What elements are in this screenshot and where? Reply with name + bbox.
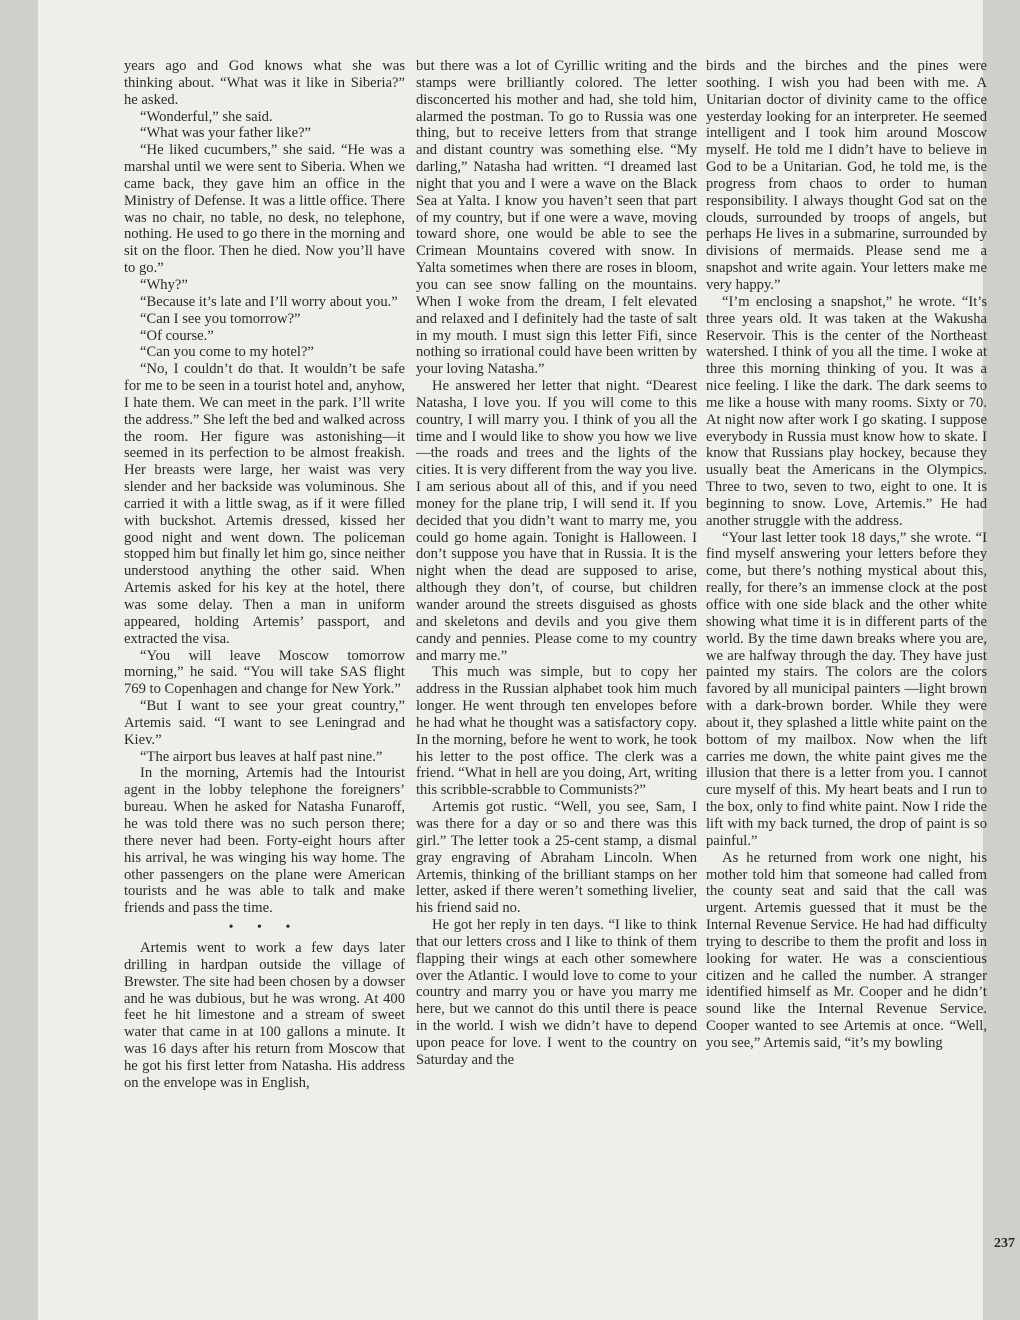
paragraph: He answered her letter that night. “Dearest Natasha, I love you. If you will come to this country, I will marry you. I think of you all the time and I would like to show you how we live—the roads and trees and the lights of the cities. It is very different from the way you live. I am serious about all of this, and if you need money for the plane trip, I will send it. If you decided that you didn’t want to marry me, you could go home again. Tonight is Halloween. I don’t suppose you have that in Russia. It is the night when the dead are supposed to arise, although they don’t, of course, but children wander around the streets disguised as ghosts and skeletons and devils and you give them candy and pennies. Please come to my country and marry me.” — [416, 378, 697, 664]
paragraph: “The airport bus leaves at half past nine.” — [140, 748, 383, 765]
paragraph: but there was a lot of Cyrillic writing and the stamps were brilliantly colored. The letter disconcerted his mother and had, she told him, alarmed the postman. To go to Russia was one thing, but to receive letters from that strange and distant country was something else. “My darling,” Natasha had written. “I dreamed last night that you and I were a wave on the Black Sea at Yalta. I know you haven’t seen that part of my country, but if one were a wave, moving toward shore, one would be able to see the Crimean Mountains covered with snow. In Yalta sometimes when there are roses in bloom, you can see snow falling on the mountains. When I woke from the dream, I felt elevated and relaxed and I definitely had the taste of salt in my mouth. I must sign this letter Fifi, since nothing so irrational could have been written by your loving Natasha.” — [416, 58, 697, 378]
paragraph: He got her reply in ten days. “I like to think that our letters cross and I like to think of them flapping their wings at each other somewhere over the Atlantic. I would love to come to your country and marry you or have you marry me here, but we cannot do this until there is peace in the world. I wish we didn’t have to depend upon peace for love. I went to the country on Saturday and the — [416, 917, 697, 1068]
paragraph: “No, I couldn’t do that. It wouldn’t be safe for me to be seen in a tourist hotel and, anyhow, I hate them. We can meet in the park. I’ll write the address.” She left the bed and walked across the room. Her figure was astonishing—it seemed in its perfection to be almost freakish. Her breasts were large, her waist was very slender and her backside was voluminous. She carried it with a little swag, as if it were filled with buckshot. Artemis dressed, kissed her good night and went down. The policeman stopped him but finally let him go, since neither understood anything the other said. When Artemis asked for his key at the hotel, there was some delay. Then a man in uniform appeared, holding Artemis’ passport, and extracted the visa. — [124, 361, 405, 647]
text-column-3 — [706, 58, 987, 1052]
paragraph: “I’m enclosing a snapshot,” he wrote. “It’s three years old. It was taken at the Wakusha Reservoir. This is the center of the Northeast watershed. I think of you all the time. I woke at three this morning thinking of you. It was a nice feeling. I like the dark. The dark seems to me like a house with many rooms. Sixty or 70. At night now after work I go skating. I suppose everybody in Russia must know how to skate. I know that Russians play hockey, because they usually beat the Americans in the Olympics. Three to two, seven to two, eight to one. It is beginning to snow. Love, Artemis.” He had another struggle with the address. — [706, 293, 987, 529]
paragraph: “He liked cucumbers,” she said. “He was a marshal until we were sent to Siberia. When we came back, they gave him an office in the Ministry of Defense. It was a little office. There was no chair, no table, no desk, no telephone, nothing. He used to go there in the morning and sit on the floor. Then he died. Now you’ll have to go.” — [124, 142, 405, 277]
paragraph: In the morning, Artemis had the Intourist agent in the lobby telephone the foreigners’ bureau. When he asked for Natasha Funaroff, he was told there was no such person there; there never had been. Forty-eight hours after his arrival, he was winging his way home. The other passengers on the plane were American tourists and he was able to talk and make friends and pass the time. — [124, 765, 405, 917]
paragraph: This much was simple, but to copy her address in the Russian alphabet took him much longer. He went through ten envelopes before he had what he thought was a satisfactory copy. In the morning, before he went to work, he took his letter to the post office. The clerk was a friend. “What in hell are you doing, Art, writing this scribble-scrabble to Communists?” — [416, 664, 697, 799]
text-column-2 — [416, 58, 697, 1069]
paragraph: “You will leave Moscow tomorrow morning,” he said. “You will take SAS flight 769 to Copenhagen and change for New York.” — [124, 647, 405, 698]
paragraph: “But I want to see your great country,” Artemis said. “I want to see Leningrad and Kiev.” — [124, 698, 405, 748]
paragraph: “Your last letter took 18 days,” she wrote. “I find myself answering your letters before they come, but there’s nothing mystical about this, really, for there’s an immense clock at the post office with one side black and the other white showing what time it is in different parts of the world. By the time dawn breaks where you are, we are halfway through the day. They have just painted my stairs. The colors are the colors favored by all municipal painters —light brown with a dark-brown border. While they were about it, they splashed a little white paint on the bottom of my mailbox. Now when the lift carries me down, the white paint gives me the illusion that there is a letter from you. I cannot cure myself of this. My heart beats and I run to the box, only to find white paint. Now I ride the lift with my back turned, the drop of paint is so painful.” — [706, 529, 987, 849]
paragraph: Artemis went to work a few days later drilling in hardpan outside the village of Brewster. The site had been chosen by a dowser and he was dubious, but he was wrong. At 400 feet he hit limestone and a stream of sweet water that came in at 100 gallons a minute. It was 16 days after his return from Moscow that he got his first letter from Natasha. His address on the envelope was in English, — [124, 940, 405, 1091]
paragraph: “Can I see you tomorrow?” — [140, 310, 301, 327]
text-column-1 — [124, 58, 405, 1092]
paragraph: birds and the birches and the pines were soothing. I wish you had been with me. A Unitarian doctor of divinity came to the office yesterday looking for an interpreter. He seemed intelligent and I took him around Moscow myself. He told me I didn’t have to believe in God to be a Unitarian. God, he told me, is the progress from chaos to order to human responsibility. I always thought God sat on the clouds, surrounded by troops of angels, but perhaps He lives in a submarine, surrounded by divisions of mermaids. Please send me a snapshot and write again. Your letters make me very happy.” — [706, 58, 987, 293]
paragraph: “Why?” — [140, 276, 188, 293]
paragraph: “Wonderful,” she said. — [140, 108, 273, 125]
paragraph: “Of course.” — [140, 327, 214, 344]
page-number: 237 — [994, 1236, 1015, 1251]
paragraph: “What was your father like?” — [140, 125, 312, 142]
paragraph: As he returned from work one night, his mother told him that someone had called from the county seat and said that the call was urgent. Artemis guessed that it must be the Internal Revenue Service. He had had difficulty trying to describe to them the profit and loss in looking for water. He was a conscientious citizen and he called the number. A stranger identified himself as Mr. Cooper and he didn’t sound like the Internal Revenue Service. Cooper wanted to see Artemis at once. “Well, you see,” Artemis said, “it’s my bowling — [706, 849, 987, 1051]
paragraph: “Can you come to my hotel?” — [140, 344, 314, 361]
paragraph: “Because it’s late and I’ll worry about you.” — [140, 293, 398, 310]
magazine-page — [38, 0, 1015, 1320]
paragraph: years ago and God knows what she was thinking about. “What was it like in Siberia?” he asked. — [124, 58, 405, 108]
paragraph: Artemis got rustic. “Well, you see, Sam, I was there for a day or so and there was this girl.” The letter took a 25-cent stamp, a dismal gray engraving of Abraham Lincoln. When Artemis, thinking of the brilliant stamps on her letter, asked if there weren’t something livelier, his friend said no. — [416, 799, 697, 917]
section-separator: • • • — [228, 920, 301, 936]
